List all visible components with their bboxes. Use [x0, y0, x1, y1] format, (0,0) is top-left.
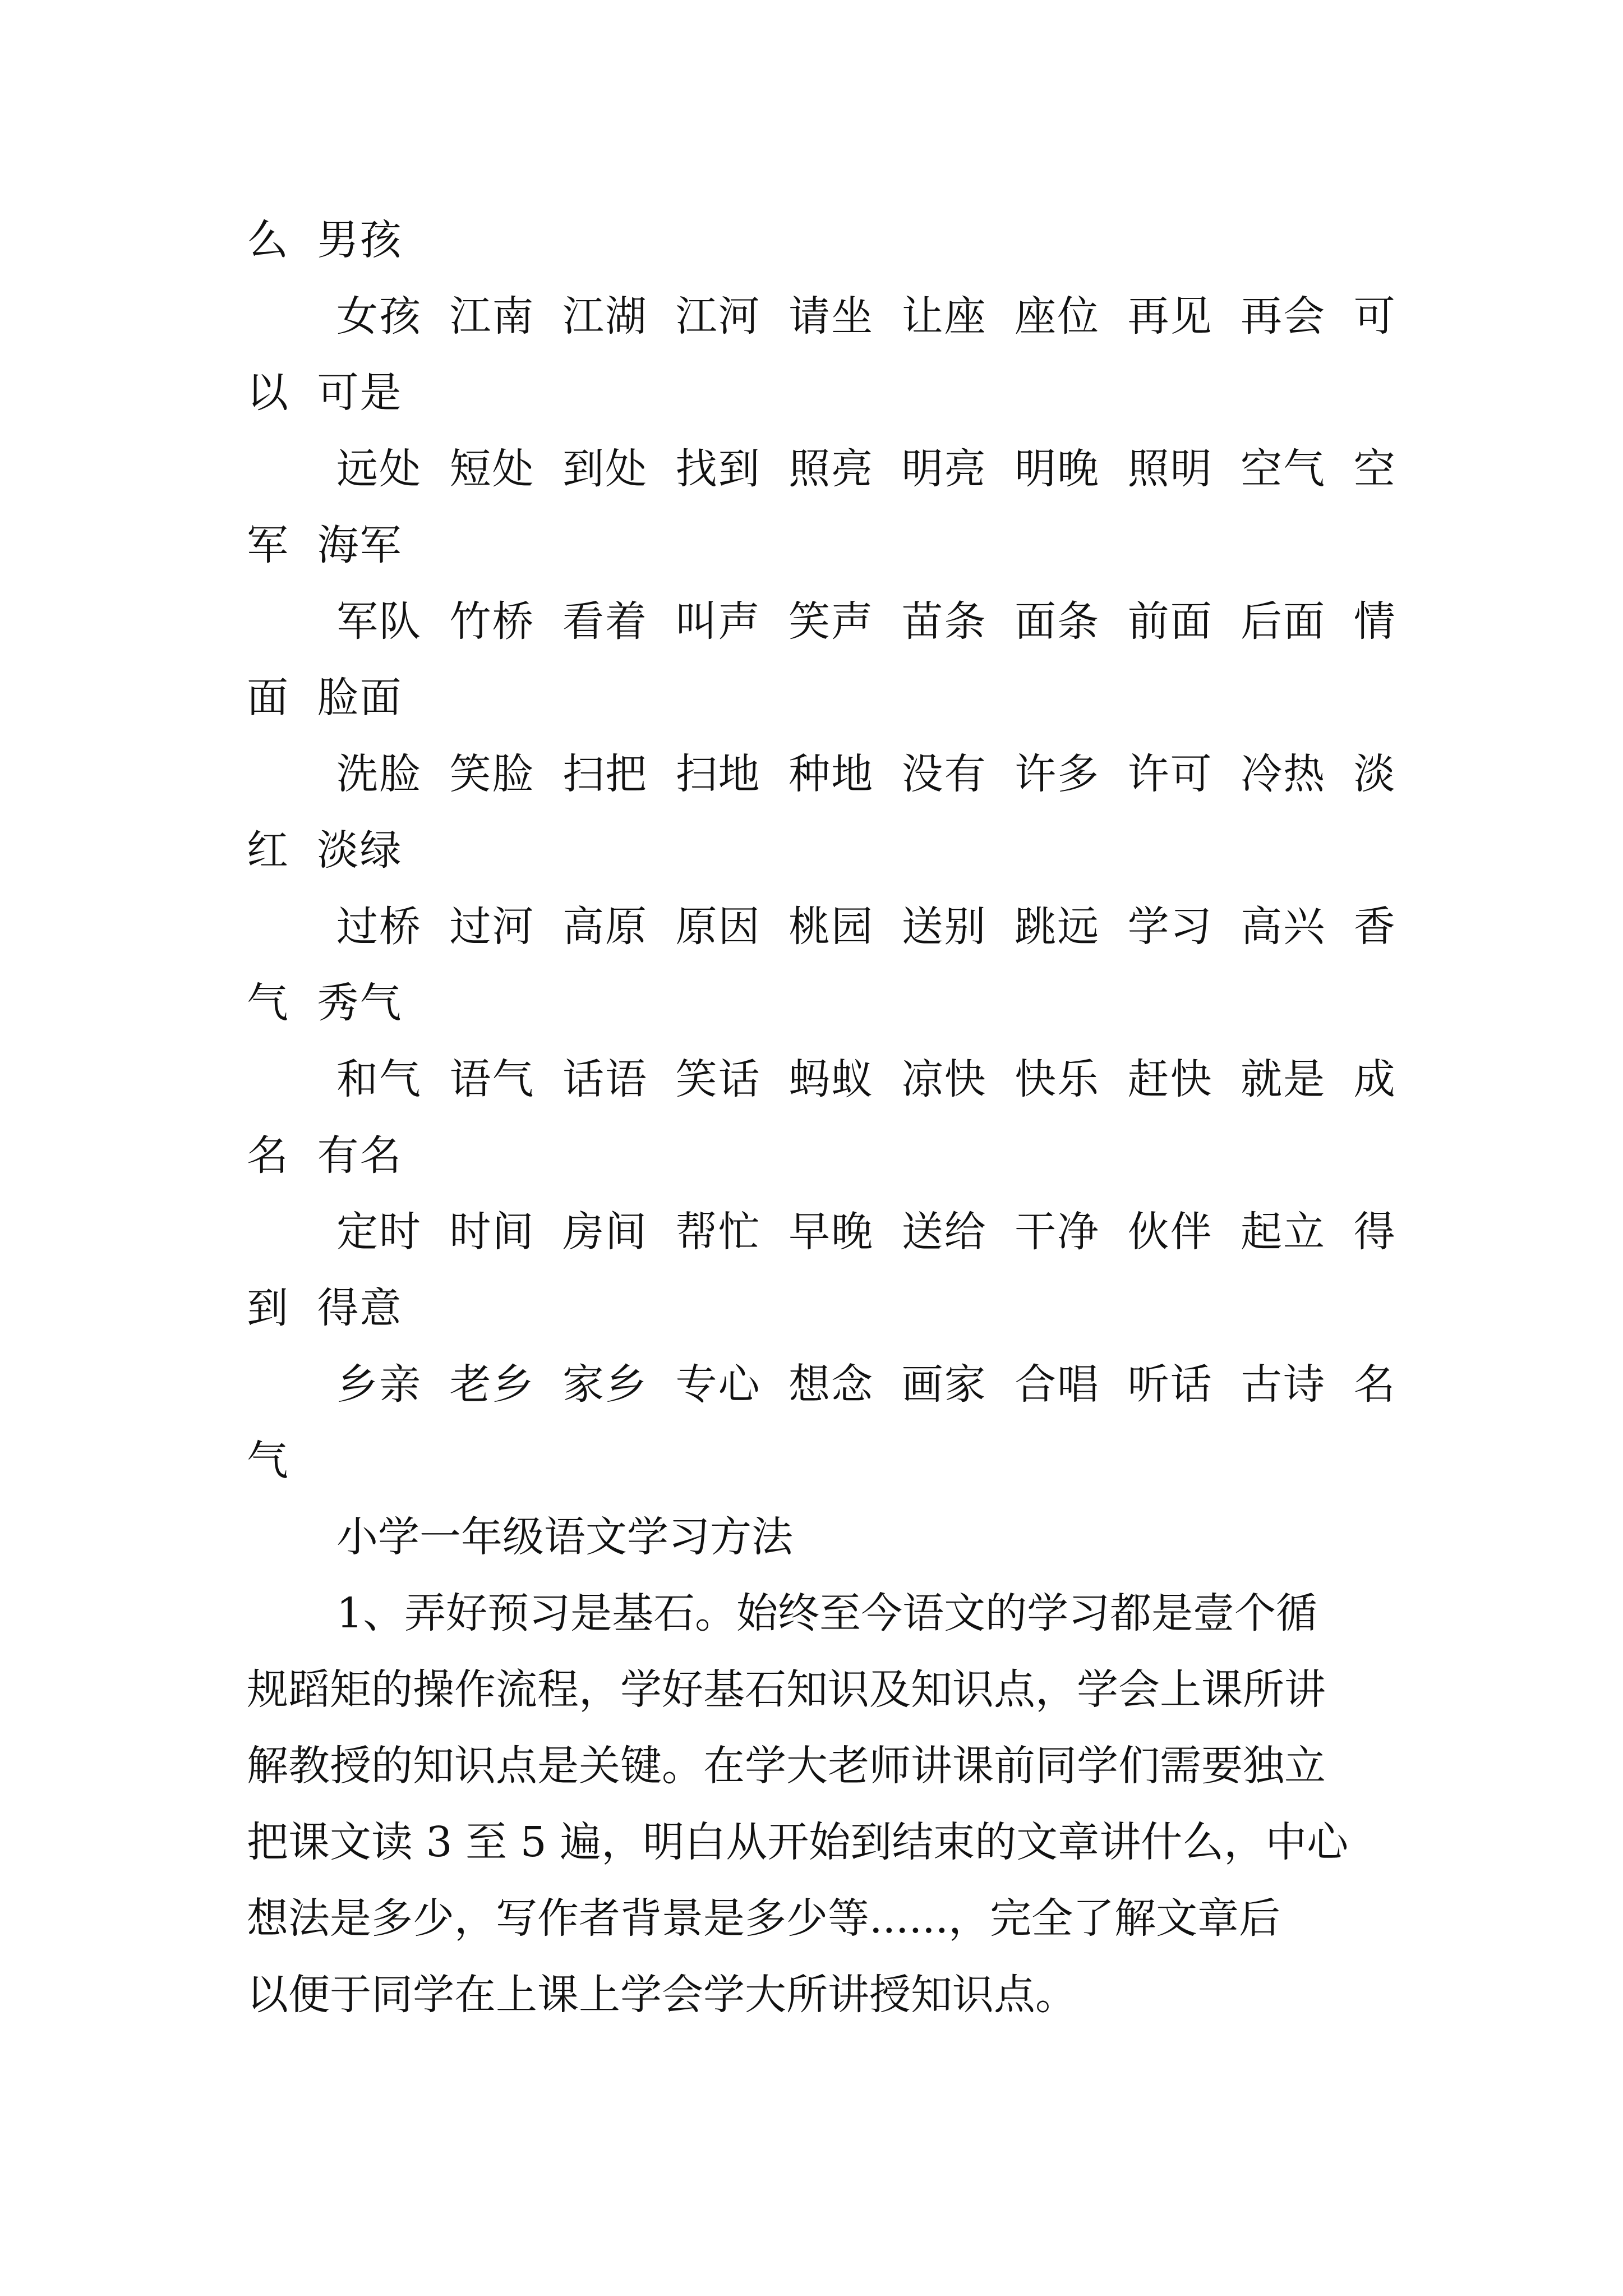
word-list-line: 和气 语气 话语 笑话 蚂蚁 凉快 快乐 赶快 就是 成	[336, 1055, 1396, 1103]
word-list-line: 么 男孩	[247, 216, 403, 264]
paragraph-line: 解教授的知识点是关键。在学大老师讲课前同学们需要独立	[247, 1742, 1326, 1790]
word-list-line: 乡亲 老乡 家乡 专心 想念 画家 合唱 听话 古诗 名	[336, 1360, 1396, 1409]
word-list-line: 军 海军	[247, 521, 403, 569]
word-list-line: 远处 短处 到处 找到 照亮 明亮 明晚 照明 空气 空	[336, 445, 1396, 493]
word-list-line: 面 脸面	[247, 674, 403, 722]
document-body	[247, 202, 1396, 2033]
paragraph-line: 1、弄好预习是基石。始终至今语文的学习都是壹个循	[336, 1589, 1318, 1637]
word-list-line: 洗脸 笑脸 扫把 扫地 种地 没有 许多 许可 冷热 淡	[336, 750, 1396, 798]
word-list-line: 气	[247, 1437, 289, 1485]
word-list-line: 名 有名	[247, 1131, 403, 1180]
word-list-line: 红 淡绿	[247, 826, 403, 875]
word-list-line: 女孩 江南 江湖 江河 请坐 让座 座位 再见 再会 可	[336, 292, 1396, 341]
word-list-line: 到 得意	[247, 1284, 403, 1332]
paragraph-line: 以便于同学在上课上学会学大所讲授知识点。	[247, 1971, 1077, 2019]
word-list-line: 气 秀气	[247, 979, 403, 1027]
section-title: 小学一年级语文学习方法	[336, 1513, 793, 1561]
word-list-line: 军队 竹桥 看着 叫声 笑声 苗条 面条 前面 后面 情	[336, 597, 1396, 646]
word-list-line: 过桥 过河 高原 原因 桃园 送别 跳远 学习 高兴 香	[336, 903, 1396, 951]
paragraph-line: 把课文读 3 至 5 遍，明白从开始到结束的文章讲什么，中心	[247, 1818, 1349, 1866]
paragraph-line: 规蹈矩的操作流程，学好基石知识及知识点，学会上课所讲	[247, 1665, 1326, 1714]
word-list-line: 以 可是	[247, 369, 403, 417]
paragraph-line: 想法是多少，写作者背景是多少等......，完全了解文章后	[247, 1894, 1281, 1943]
word-list-line: 定时 时间 房间 帮忙 早晚 送给 干净 伙伴 起立 得	[336, 1208, 1396, 1256]
